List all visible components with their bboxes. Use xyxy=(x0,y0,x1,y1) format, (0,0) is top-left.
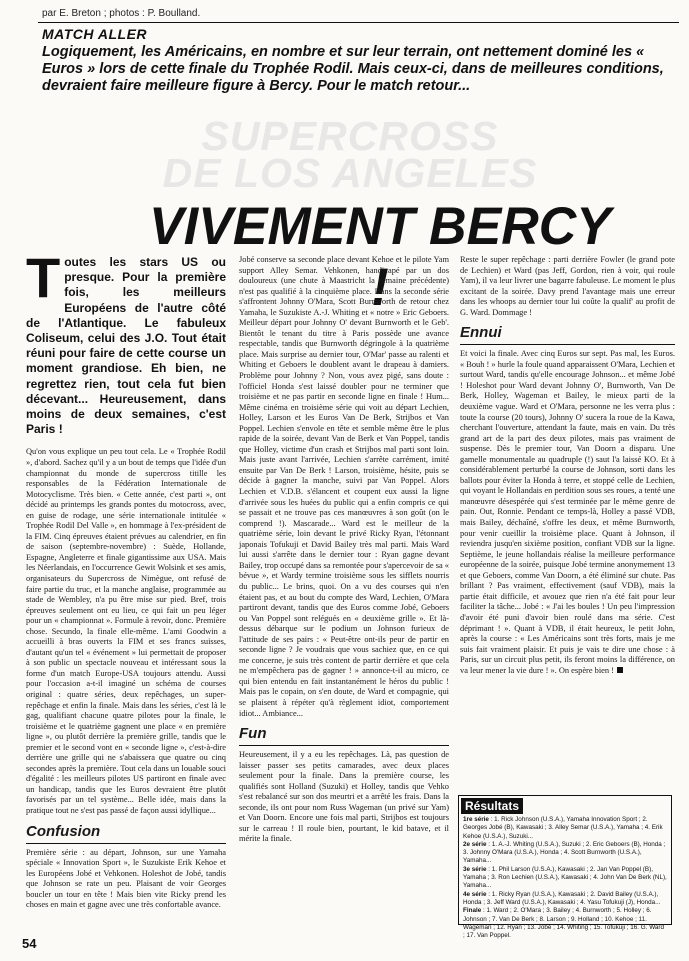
results-line: 1re série : 1. Rick Johnson (U.S.A.), Yamaha Innovation Sport ; 2. Georges Jobé (B), Kawasaki ; 3. Alley Semar (U.S.A.), Yamaha ; 4. Erik Kehoe (U.S.A.), Suzuki... xyxy=(463,816,663,840)
ghost-title xyxy=(70,113,630,196)
column-2 xyxy=(239,255,449,845)
column-3 xyxy=(460,255,675,676)
body-text: Heureusement, il y a eu les repêchages. Là, pas question de laisser passer ses petits camarades, avec deux places seulement pour la finale. Dans la première course, les qualifiés sont Holland (Suzuki) et Holley, tandis que Vehko s'est rebalancé sur son dos meurtri et a arrêté les frais. Dans la seconde, ils ont pour nom Russ Wageman (un privé sur Yam) et Van Doorn. Encore une fois mal parti, Strijbos est toujours sur le carreau ! Il roule bien, pourtant, le kid batave, et il mérite la finale. xyxy=(239,750,449,844)
drop-cap: T xyxy=(26,246,61,309)
subhead-confusion: Confusion xyxy=(26,823,226,844)
ghost-title-line2: DE LOS ANGELES xyxy=(162,150,538,196)
lead-text: outes les stars US ou presque. Pour la première fois, les meilleurs Européens de l'autre côté de l'Atlantique. Le fabuleux Coliseum, celui des J.O. Tout était réuni pour faire de cette course un moment grandiose. Eh bien, ne regrettez rien, tout cela fut bien décevant... Heureusement, dans moins de deux semaines, c'est Paris ! xyxy=(26,255,226,437)
lead-paragraph xyxy=(26,246,226,437)
column-1 xyxy=(26,246,226,911)
byline: par E. Breton ; photos : P. Boulland. xyxy=(42,8,201,19)
end-mark-icon xyxy=(617,667,623,673)
ghost-title-line1: SUPERCROSS xyxy=(201,113,499,159)
results-box xyxy=(458,795,672,940)
subhead-fun: Fun xyxy=(239,725,449,746)
results-line: 4e série : 1. Ricky Ryan (U.S.A.), Kawasaki ; 2. David Bailey (U.S.A.), Honda ; 3. Jeff Ward (U.S.A.), Kawasaki ; 4. Yasu Tofukuji (J), Honda... xyxy=(463,890,661,906)
headline: VIVEMENT BERCY ! xyxy=(149,197,611,317)
body-text: Et voici la finale. Avec cinq Euros sur sept. Pas mal, les Euros. « Bouh ! » hurle la foule quand apparaissent O'Mara, Lechien et surtout Ward, tandis qu'elle encourage Johnson... et même Jobé ! Holeshot pour Ward devant Johnny O', Burnworth, Van De Berk, Holley, Wageman et Bailey, le mieux parti de la deuxième vague. Ward et O'Mara, personne ne les verra plus : toute la course (20 tours), Johnny O' sucera la roue de la Kawa, cherchant l'ouverture, attendant la faute, mais en vain. Du très grand art de la part des deux pilotes, mais pas vraiment de suspense. Dès le premier tour, Van Doorn a disparu. Une gamelle monumentale au quadruple (!) saut l'a laissé KO. Et à considérablement perturbé la course de Johnson, sorti dans les ballots pour éviter la Honda à terre, et stoppé celle de Lechien, qui voyant le Hollandais en perdition sous ses roues, a tenté une manœuvre désespérée qui s'est terminée par le même genre de pain. Out, Ronnie. Pendant ce temps-là, Holley a passé VDB, mais Bailey, déchaîné, s'offre les deux, et même Burnworth, pour venir cueillir la troisième place. Quant à Johnson, il reviendra jusqu'en sixième position, confiant VDB sur la ligne. Septième, le jeune hollandais réalise la meilleure performance européenne de la soirée, puisque Jobé termine anonymement 13 et que Geboers, comme Van Doorn, a été éliminé sur chute. Pas brillant ? Pas vraiment, effectivement (sauf VDB), mais la partie était difficile, et avouez que rien n'a été fait pour leur faciliter la tâche... Jobé : « J'ai les boules ! Un peu l'impression d'avoir été puni d'avoir bien roulé dans ma série. C'est déprimant ! ». Quant à VDB, il était heureux, le petit John, après la course : « Les Américains sont très forts, mais je me suis fait vraiment plaisir. Et puis je vais te dire une chose : à Paris, sur un circuit plus petit, ils feront moins la différence, on va leur mener la vie dure ! ». On espère bien ! xyxy=(460,349,675,675)
results-line: Finale : 1. Ward ; 2. O'Mara ; 3. Bailey ; 4. Burnworth ; 5. Holley ; 6. Johnson ; 7. Van De Berk ; 8. Larson ; 9. Holland ; 10. Kehoe ; 11. Wageman ; 12. Ryan ; 13. Jobé ; 14. Whiting ; 15. Tofukuji ; 16. G. Ward ; 17. Van Poppel. xyxy=(463,907,665,940)
page-number: 54 xyxy=(22,936,37,951)
results-title: Résultats xyxy=(461,798,523,814)
intro-standfirst: Logiquement, les Américains, en nombre et sur leur terrain, ont nettement dominé les « Euros » lors de cette finale du Trophée Rodil. Mais ceux-ci, dans de meilleures conditions, devraient faire meilleure figure à Bercy. Pour le match retour... xyxy=(42,44,664,94)
body-text: Jobé conserve sa seconde place devant Kehoe et le pilote Yam support Alley Semar. Vehkonen, handicapé par un dos douloureux (une chute à Maastricht la semaine précédente) n'est pas qualifié à la cinquième place. Dans la seconde série s'affrontent Johnny O'Mara, Scott Burnworth de retour chez Yamaha, le Suzukiste A.-J. Whiting et « notre » Eric Geboers. Meilleur départ pour Johnny O' devant Burnworth et le Geb'. Bientôt le tenant du titre à Paris possède une avance respectable, tandis que Burnworth dégringole à la quatrième place. Mais surprise au dernier tour, O'Mar' passe au ralenti et Whiting et Geboers le doublent avant le drapeau à damiers. Problème pour Johnny ? Non, vous avez pigé, sans doute : l'officiel Honda s'est laissé doubler pour ne terminer que troisième et ne pas partir en seconde ligne en finale ! Hum... Même cinéma en troisième série qui voit au départ Lechien, Holley, Larson et les Euros Van De Berk, Strijbos et Van Poppel. Lechien s'envole en tête et semble même être le plus rapide de la soirée, devant Van de Berk et Van Poppel, tandis que Holley, victime d'un crash et Strijbos mal parti sont loin. Mais juste avant l'arrivée, Lechien s'arrête carrément, imité ensuite par Van De Berk ! Larson, troisième, hésite, puis se décide à gagner la manche, suivi par Van Poppel. Alors Lechien et V.D.B. s'élancent et coupent eux aussi la ligne d'arrivée sous les huées du public qui a enfin compris ce qui se passait et ne trouve pas ces manœuvres à son goût (on le comprend !). Mascarade... Ward est le meilleur de la quatrième série, loin devant le privé Ricky Ryan, l'étonnant japonais Tofukuji et David Bailey très mal parti. Mais Ward lui aussi s'arrête dans le dernier tour : Ryan gagne devant Bailey, trop occupé dans sa remontée pour s'apercevoir de sa « bévue », et Wardy termine troisième sous les sifflets nourris du public... Le brins, quoi. On a vu des courses qui n'en étaient pas, et au bout du compte des Ward, Lechien, O'Mara partiront devant, tandis que des Euros comme Jobé, Geboers ou Van Poppel sont relégués en « deuxième grille ». Et là-dessus débarque sur le podium un Johnson furieux de l'attitude de ses pairs : « Peut-être ont-ils peur de partir en seconde ligne ? Je voudrais que vous sachiez que, en ce qui me concerne, je suis très content de partir derrière et que cela ne m'empêchera pas de gagner ! » annonce-t-il au micro, ce qui bien entendu en fait instantanément le héros du public ! Mais pas le copain, on s'en doute, de Ward et compagnie, qui se plaisent à répéter qu'à règlement idiot, comportement idiot... Ambiance... xyxy=(239,255,449,718)
top-rule xyxy=(38,22,679,23)
body-text: Qu'on vous explique un peu tout cela. Le « Trophée Rodil », d'abord. Sachez qu'il y a un bout de temps que l'idée d'un championnat du monde de supercross titille les responsables de la Fédération Internationale de Motocyclisme. Très bien. « Cette année, c'est parti », ont décidé au printemps les grands pontes du motocross, avec, en guise de rodage, une série internationale intitulée « Trophée Rodil Del Valle », en hommage à l'ex-président de la FIM. Cinq épreuves étaient prévues au calendrier, en fin de saison (septembre-novembre) : Suède, Hollande, Espagne, Angleterre et finale gigantissime aux USA. Mais les Néerlandais, en l'occurrence Gewit Wolsink et ses amis, organisateurs du Supercross de Nimègue, ont refusé de faire partie du truc, et la manche anglaise, programmée au stade de Wembley, n'a pu être mise sur pied. Bref, trois épreuves seulement ont eu lieu, ce qui fait un peu léger pour un « championnat ». Formule à revoir, donc. Première chose. Secundo, la finale elle-même. L'ami Goodwin a accueilli à bras ouverts la FIM et ses francs suisses, d'autant qu'un tel « événement » lui permettait de proposer à son public un spectacle nouveau et intéressant sous la forme d'un match Europe-USA toujours attendu. Aussi pour l'occasion a-t-il imaginé un schéma de courses original : quatre séries, deux repêchages, un super-repêchage et enfin la finale. Mais dans les séries, c'est là le gag, qualifiant chacune quatre pilotes pour la finale, le troisième et le quatrième gagnent une place « en première ligne », ou plutôt derrière la première grille, tandis que le premier et le second vont en « seconde ligne », c'est-à-dire derrière une grille qui ne s'abaissera que quatre ou cinq secondes après la première. Tout cela dans un louable souci d'égalité : les meilleurs pilotes US partiront en finale avec un handicap, tandis que les Euros devraient être plutôt favorisés par un tel système... Belle idée, mais dans la pratique tout ne s'est pas passé de façon aussi idyllique... xyxy=(26,447,226,816)
body-text: Première série : au départ, Johnson, sur une Yamaha spéciale « Innovation Sport », le Suzukiste Erik Kehoe et les Européens Jobé et Vehkonen. Holeshot de Jobé, tandis que Johnson se rate un peu. Plaisant de voir Georges boucler un tour en tête ! Mais bien vite Ricky prend les choses en main et gagne avec une très confortable avance. xyxy=(26,847,226,910)
rubric: MATCH ALLER xyxy=(42,26,148,42)
results-line: 3e série : 1. Phil Larson (U.S.A.), Kawasaki ; 2. Jan Van Poppel (B), Yamaha ; 3. Ron Lechien (U.S.A.), Kawasaki ; 4. John Van De Berk (NL), Yamaha... xyxy=(463,865,667,890)
results-line: 2e série : 1. A.-J. Whiting (U.S.A.), Suzuki ; 2. Eric Geboers (B), Honda ; 3. Johnny O'Mara (U.S.A.), Honda ; 4. Scott Burnworth (U.S.A.), Yamaha... xyxy=(463,840,666,865)
body-text: Reste le super repêchage : parti derrière Fowler (le grand pote de Lechien) et Ward (pas Jeff, Gordon, rien à voir, qui roule Yam), il va leur livrer une bagarre fabuleuse. Le moment le plus excitant de la soirée. Davy prend l'avantage mais une erreur dans les whoops au dernier tour lui coûte la qualif' au profit de G. Ward. Dommage ! xyxy=(460,255,675,317)
results-list xyxy=(459,816,671,940)
subhead-ennui: Ennui xyxy=(460,324,675,345)
